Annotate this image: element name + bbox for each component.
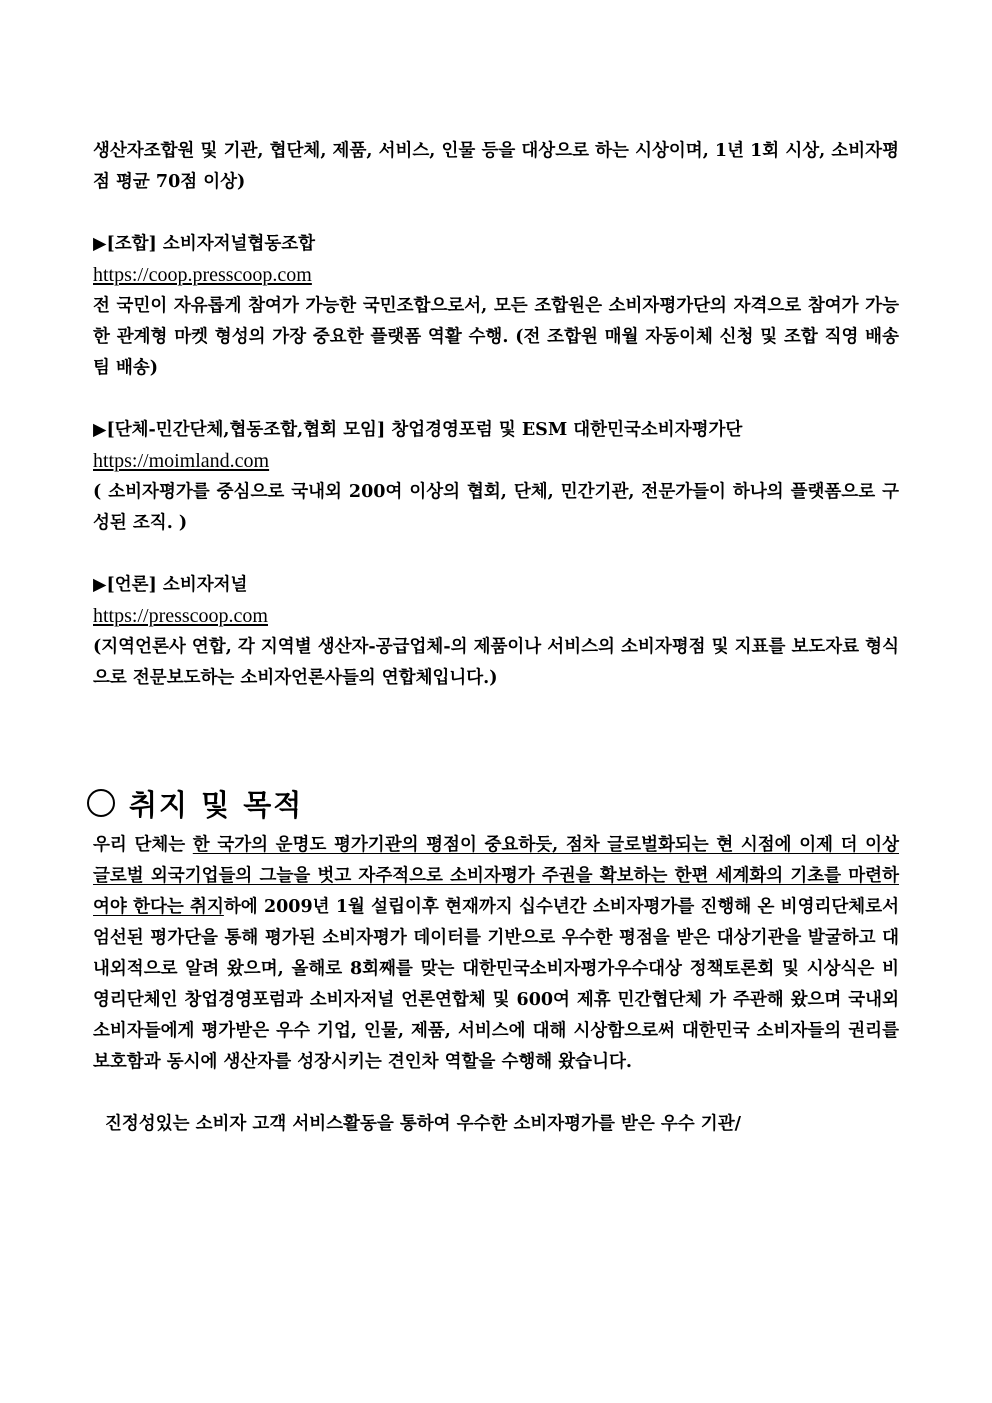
closing-paragraph: 진정성있는 소비자 고객 서비스활동을 통하여 우수한 소비자평가를 받은 우수 기관/: [105, 1114, 741, 1134]
document-page: [93, 136, 899, 1140]
org-block-press: [93, 570, 899, 694]
org-description: 전 국민이 자유롭게 참여가 가능한 국민조합으로서, 모든 조합원은 소비자평가단의 자격으로 참여가 가능한 관계형 마켓 형성의 가장 중요한 플랫폼 역활 수행. (전 조합원 매월 자동이체 신청 및 조합 직영 배송팀 배송): [93, 296, 899, 378]
intro-paragraph: 생산자조합원 및 기관, 협단체, 제품, 서비스, 인물 등을 대상으로 하는 시상이며, 1년 1회 시상, 소비자평점 평균 70점 이상): [93, 141, 899, 192]
org-heading: ▶[조합] 소비자저널협동조합: [93, 234, 316, 254]
org-url-link[interactable]: https://coop.presscoop.com: [93, 264, 312, 286]
org-heading: ▶[언론] 소비자저널: [93, 575, 248, 595]
org-block-coop: [93, 229, 899, 384]
org-url-link[interactable]: https://moimland.com: [93, 450, 270, 472]
org-block-forum: [93, 415, 899, 539]
section-body-rest: 하에 2009년 1월 설립이후 현재까지 십수년간 소비자평가를 진행해 온 비영리단체로서 엄선된 평가단을 통해 평가된 소비자평가 데이터를 기반으로 우수한 평점을 받은 대상기관을 발굴하고 대내외적으로 알려 왔으며, 올해로 8회째를 맞는 대한민국소비자평가우수대상 정책토론회 및 시상식은 비영리단체인 창업경영포럼과 소비자저널 언론연합체 및 600여 제휴 민간협단체 가 주관해 왔으며 국내외 소비자들에게 평가받은 우수 기업, 인물, 제품, 서비스에 대해 시상함으로써 대한민국 소비자들의 권리를 보호함과 동시에 생산자를 성장시키는 견인차 역할을 수행해 왔습니다.: [93, 897, 899, 1072]
org-description: ( 소비자평가를 중심으로 국내외 200여 이상의 협회, 단체, 민간기관, 전문가들이 하나의 플랫폼으로 구성된 조직. ): [93, 482, 899, 533]
org-heading: ▶[단체-민간단체,협동조합,협회 모임] 창업경영포럼 및 ESM 대한민국소비자평가단: [93, 420, 743, 440]
org-url-link[interactable]: https://presscoop.com: [93, 605, 268, 627]
section-body-lead: 우리 단체는: [93, 835, 193, 855]
section-body-underlined: 한 국가의 운명도 평가기관의 평점이 중요하듯, 점차 글로벌화되는 현 시점에 이제 더 이상 글로벌 외국기업들의 그늘을 벗고 자주적으로 소비자평가 주권을 확보하는 한편 세계화의 기초를 마련하여야 한다는 취지: [93, 835, 899, 917]
circle-bullet-icon: [87, 789, 115, 817]
section-body-paragraph: [93, 830, 899, 1078]
section-title: [87, 782, 899, 824]
section-title-text: 취지 및 목적: [129, 787, 304, 822]
org-description: (지역언론사 연합, 각 지역별 생산자-공급업체-의 제품이나 서비스의 소비자평점 및 지표를 보도자료 형식으로 전문보도하는 소비자언론사들의 연합체입니다.): [93, 637, 899, 688]
